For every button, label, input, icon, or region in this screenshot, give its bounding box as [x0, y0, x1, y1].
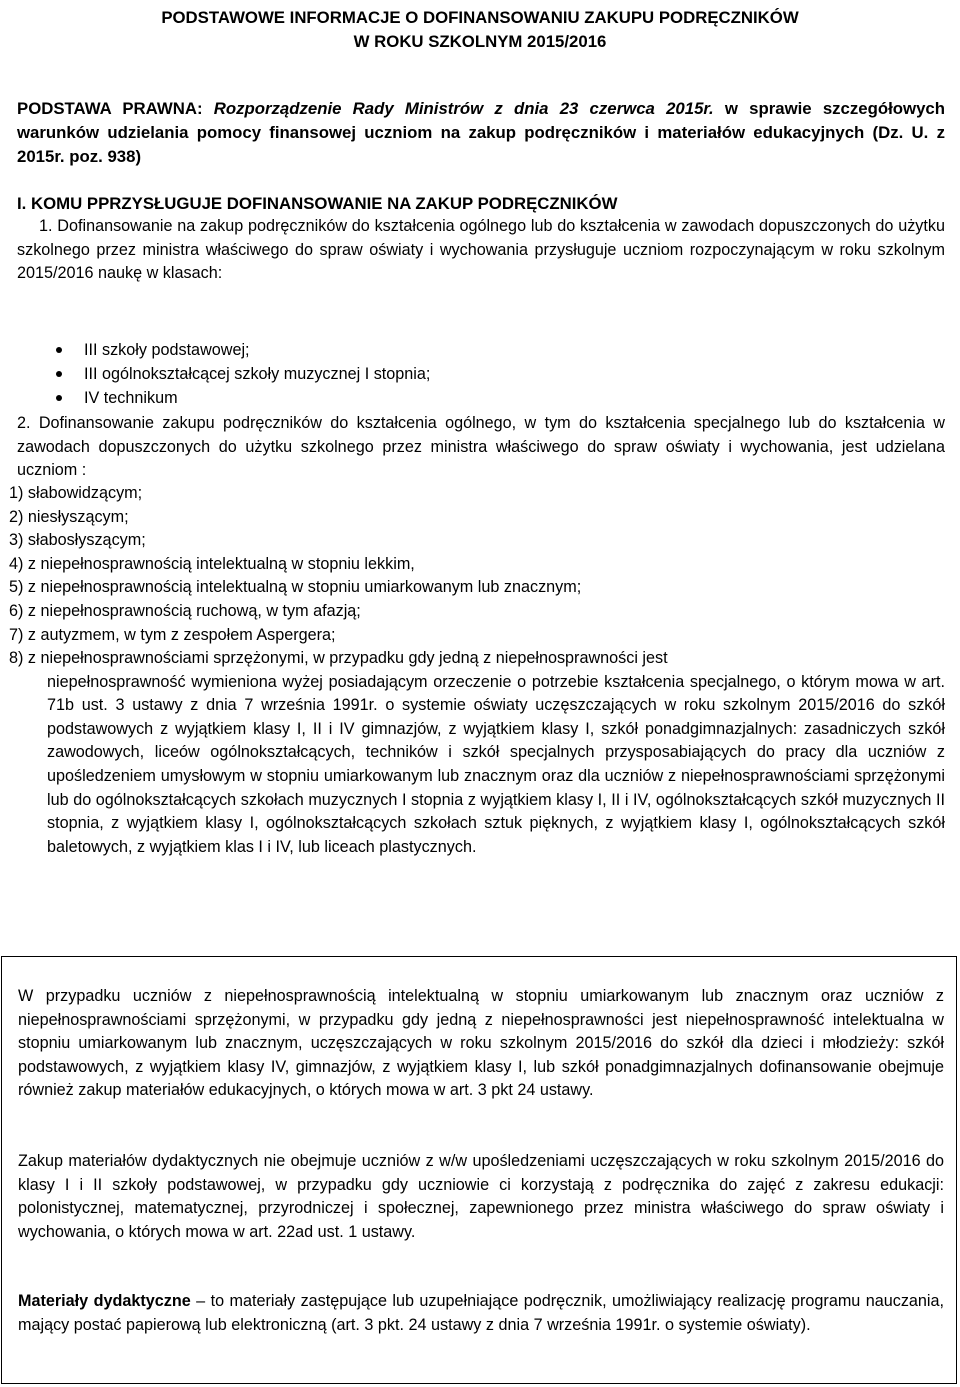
list-item: 4) z niepełnosprawnością intelektualną w stopniu lekkim, [9, 554, 415, 573]
paragraph-2: 2. Dofinansowanie zakupu podręczników do kształcenia ogólnego, w tym do kształcenia specjalnego lub do kształcenia w zawodach dopuszczonych do użytku szkolnego przez ministra właściwego do spraw oświaty i wychowania, jest udzielana uczniom : [17, 414, 945, 480]
list-item: 3) słabosłyszącym; [9, 531, 146, 550]
bullet-icon [56, 347, 62, 353]
definition-text: – to materiały zastępujące lub uzupełniające podręcznik, umożliwiający realizację programu nauczania, mający postać papierową lub elektroniczną (art. 3 pkt. 24 ustawy z dnia 7 września 1991r. o systemie oświaty). [18, 1292, 945, 1334]
list-item: 2) niesłyszącym; [9, 507, 129, 526]
document-title [0, 6, 960, 54]
list-item: 1) słabowidzącym; [9, 484, 143, 502]
list-item: 5) z niepełnosprawnością intelektualną w stopniu umiarkowanym lub znacznym; [9, 578, 582, 597]
list-item: III szkoły podstawowej; [56, 338, 430, 362]
info-box-paragraph-3 [18, 1290, 944, 1337]
legal-basis-label: PODSTAWA PRAWNA: [17, 99, 214, 118]
bullet-icon [56, 371, 62, 377]
definition-term: Materiały dydaktyczne [18, 1292, 191, 1310]
list-item: 7) z autyzmem, w tym z zespołem Aspergera; [9, 625, 336, 644]
legal-basis-act: Rozporządzenie Rady Ministrów z dnia 23 czerwca 2015r. [213, 99, 714, 118]
list-item: IV technikum [56, 386, 430, 410]
disability-list [9, 482, 945, 647]
list-item-8-body: niepełnosprawność wymieniona wyżej posiadającym orzeczenie o potrzebie kształcenia specjalnego, o którym mowa w art. 71b ust. 3 ustawy z dnia 7 września 1991r. o systemie oświaty uczęszczających w roku szkolnym 2015/2016 do szkół podstawowych z wyjątkiem klasy I, II i IV gimnazjów, z wyjątkiem klasy I, szkół ponadgimnazjalnych: zasadniczych szkół zawodowych, liceów ogólnokształcących, techników i szkół specjalnych przysposabiających do pracy dla uczniów z upośledzeniem umysłowym w stopniu umiarkowanym lub znacznym oraz dla uczniów z niepełnosprawnościami sprzężonymi lub do ogólnokształcących szkołach muzycznych I stopnia z wyjątkiem klasy I, II i IV, ogólnokształcących szkół muzycznych II stopnia, z wyjątkiem klasy I, ogólnokształcących szkołach sztuk pięknych, z wyjątkiem klasy I, ogólnokształcących szkół baletowych, z wyjątkiem klas I i IV, lub liceach plastycznych. [47, 672, 945, 856]
legal-basis [17, 97, 945, 169]
paragraph-1: 1. Dofinansowanie na zakup podręczników do kształcenia ogólnego lub do kształcenia w zawodach dopuszczonych do użytku szkolnego przez ministra właściwego do spraw oświaty i wychowania przysługuje uczniom rozpoczynającym w roku szkolnym 2015/2016 naukę w klasach: [17, 217, 945, 283]
list-item: III ogólnokształcącej szkoły muzycznej I stopnia; [56, 362, 430, 386]
info-box-paragraph-2: Zakup materiałów dydaktycznych nie obejmuje uczniów z w/w upośledzeniami uczęszczających w roku szkolnym 2015/2016 do klasy I i II szkoły podstawowej, w przypadku gdy uczniowie ci korzystają z podręcznika do zajęć z zakresu edukacji: polonistycznej, matematycznej, przyrodniczej i społecznej, zapewnionego przez ministra właściwego do spraw oświaty i wychowania, o których mowa w art. 22ad ust. 1 ustawy. [18, 1152, 944, 1241]
section-heading: I. KOMU PPRZYSŁUGUJE DOFINANSOWANIE NA ZAKUP PODRĘCZNIKÓW [17, 194, 618, 213]
title-line-2: W ROKU SZKOLNYM 2015/2016 [353, 32, 607, 51]
info-box-paragraph-1: W przypadku uczniów z niepełnosprawnością intelektualną w stopniu umiarkowanym lub znacznym oraz uczniów z niepełnosprawnościami sprzężonymi, w przypadku gdy jedną z niepełnosprawności jest niepełnosprawność intelektualna w stopniu umiarkowanym lub znacznym, uczęszczających w roku szkolnym 2015/2016 do szkół dla dzieci i młodzieży: szkół podstawowych, z wyjątkiem klasy IV, gimnazjów, z wyjątkiem klasy I, lub szkół ponadgimnazjalnych dofinansowanie obejmuje również zakup materiałów edukacyjnych, o których mowa w art. 3 pkt 24 ustawy. [18, 987, 944, 1100]
class-list [56, 338, 430, 410]
bullet-icon [56, 395, 62, 401]
legal-basis-rest: w sprawie szczegółowych warunków udzielania pomocy finansowej uczniom na zakup podręczników i materiałów edukacyjnych (Dz. U. z 2015r. poz. 938) [17, 99, 945, 166]
list-item-8 [9, 647, 945, 859]
title-line-1: PODSTAWOWE INFORMACJE O DOFINANSOWANIU ZAKUPU PODRĘCZNIKÓW [161, 8, 799, 27]
list-item-8-lead: 8) z niepełnosprawnościami sprzężonymi, w przypadku gdy jedną z niepełnosprawności jest [9, 649, 668, 667]
info-box [1, 956, 957, 1384]
list-item: 6) z niepełnosprawnością ruchową, w tym afazją; [9, 601, 361, 620]
